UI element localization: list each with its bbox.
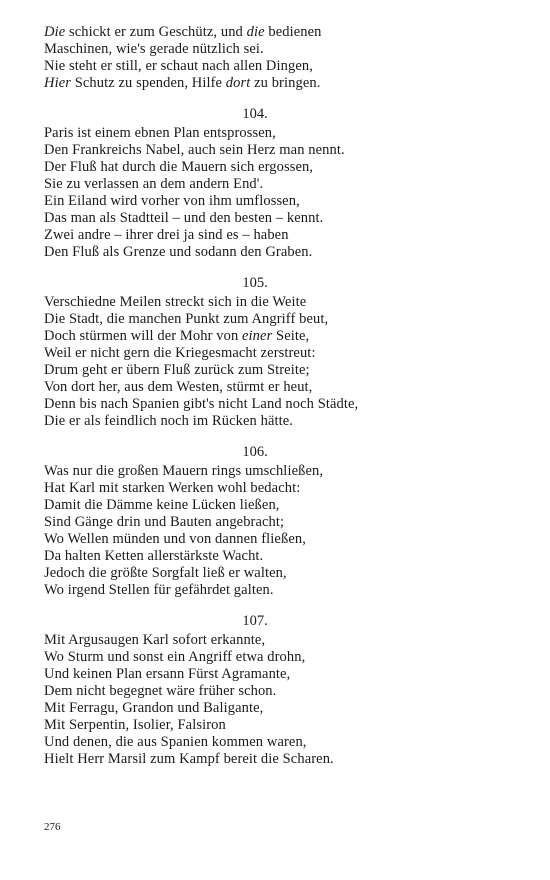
verse-line (44, 582, 514, 599)
verse-text: Wo Sturm und sonst ein Angriff etwa drohn, (44, 649, 306, 665)
verse-text: Da halten Ketten allerstärkste Wacht. (44, 548, 264, 564)
verse-emphasis: die (246, 24, 265, 40)
verse-line (44, 24, 514, 41)
verse-text: Und denen, die aus Spanien kommen waren, (44, 734, 307, 750)
verse-text: Verschiedne Meilen streckt sich in die Weite (44, 294, 307, 310)
stanza-number: 105. (242, 275, 268, 291)
stanza (44, 106, 514, 261)
verse-text: Was nur die großen Mauern rings umschließen, (44, 463, 324, 479)
verse-text: Nie steht er still, er schaut nach allen Dingen, (44, 58, 313, 74)
verse-line (44, 311, 514, 328)
verse-line (44, 480, 514, 497)
verse-text: Dem nicht begegnet wäre früher schon. (44, 683, 277, 699)
verse-text: Zwei andre – ihrer drei ja sind es – haben (44, 227, 289, 243)
verse-line (44, 58, 514, 75)
verse-line (44, 666, 514, 683)
verse-line (44, 548, 514, 565)
verse-line (44, 683, 514, 700)
verse-line (44, 193, 514, 210)
verse-text: Mit Serpentin, Isolier, Falsiron (44, 717, 226, 733)
verse-line (44, 244, 514, 261)
verse-text: Paris ist einem ebnen Plan entsprossen, (44, 125, 276, 141)
verse-line (44, 227, 514, 244)
verse-text: Den Frankreichs Nabel, auch sein Herz man nennt. (44, 142, 345, 158)
verse-line (44, 75, 514, 92)
verse-text: Die er als feindlich noch im Rücken hätte. (44, 413, 294, 429)
verse-line (44, 176, 514, 193)
verse-line (44, 328, 514, 345)
verse-text: Den Fluß als Grenze und sodann den Graben. (44, 244, 313, 260)
verse-text: Mit Argusaugen Karl sofort erkannte, (44, 632, 266, 648)
verse-column (44, 24, 514, 782)
verse-line (44, 717, 514, 734)
verse-line (44, 125, 514, 142)
verse-text: Und keinen Plan ersann Fürst Agramante, (44, 666, 291, 682)
verse-text: Mit Ferragu, Grandon und Baligante, (44, 700, 264, 716)
verse-line (44, 734, 514, 751)
verse-text: Der Fluß hat durch die Mauern sich ergossen, (44, 159, 314, 175)
stanza (44, 275, 514, 430)
stanza (44, 444, 514, 599)
stanza (44, 613, 514, 768)
verse-text: Jedoch die größte Sorgfalt ließ er walten, (44, 565, 287, 581)
verse-text: Die Stadt, die manchen Punkt zum Angriff beut, (44, 311, 329, 327)
stanza-number: 106. (242, 444, 268, 460)
verse-line (44, 649, 514, 666)
verse-line (44, 413, 514, 430)
verse-emphasis: dort (225, 75, 251, 91)
verse-text: Hat Karl mit starken Werken wohl bedacht: (44, 480, 301, 496)
verse-line (44, 514, 514, 531)
verse-emphasis: Hier (44, 75, 71, 91)
stanza-number: 107. (242, 613, 268, 629)
verse-text: Wo Wellen münden und von dannen fließen, (44, 531, 306, 547)
verse-line (44, 463, 514, 480)
verse-line (44, 531, 514, 548)
verse-line (44, 751, 514, 768)
verse-line (44, 159, 514, 176)
verse-line (44, 345, 514, 362)
verse-line (44, 142, 514, 159)
stanza (44, 24, 514, 92)
verse-line (44, 565, 514, 582)
verse-line (44, 41, 514, 58)
verse-text: Sind Gänge drin und Bauten angebracht; (44, 514, 285, 530)
verse-text: schickt er zum Geschütz, und (65, 24, 247, 40)
verse-text: Denn bis nach Spanien gibt's nicht Land noch Städte, (44, 396, 359, 412)
verse-line (44, 362, 514, 379)
verse-text: Hielt Herr Marsil zum Kampf bereit die Scharen. (44, 751, 334, 767)
verse-text: Weil er nicht gern die Kriegesmacht zerstreut: (44, 345, 316, 361)
verse-text: Doch stürmen will der Mohr von (44, 328, 243, 344)
verse-line (44, 210, 514, 227)
verse-text: Wo irgend Stellen für gefährdet galten. (44, 582, 274, 598)
page-number: 276 (44, 821, 61, 833)
verse-emphasis: Die (44, 24, 66, 40)
verse-text: Ein Eiland wird vorher von ihm umflossen, (44, 193, 300, 209)
verse-text: Maschinen, wie's gerade nützlich sei. (44, 41, 264, 57)
verse-text: Von dort her, aus dem Westen, stürmt er heut, (44, 379, 313, 395)
stanza-number: 104. (242, 106, 268, 122)
verse-text: Drum geht er übern Fluß zurück zum Streite; (44, 362, 310, 378)
verse-text: Schutz zu spenden, Hilfe (70, 75, 226, 91)
verse-line (44, 497, 514, 514)
verse-text: Seite, (272, 328, 310, 344)
verse-line (44, 700, 514, 717)
verse-emphasis: einer (242, 328, 273, 344)
verse-text: Das man als Stadtteil – und den besten – kennt. (44, 210, 324, 226)
verse-text: bedienen (264, 24, 322, 40)
verse-text: Damit die Dämme keine Lücken ließen, (44, 497, 280, 513)
verse-text: Sie zu verlassen an dem andern End'. (44, 176, 264, 192)
verse-line (44, 632, 514, 649)
verse-text: zu bringen. (250, 75, 321, 91)
verse-line (44, 396, 514, 413)
verse-line (44, 294, 514, 311)
verse-line (44, 379, 514, 396)
